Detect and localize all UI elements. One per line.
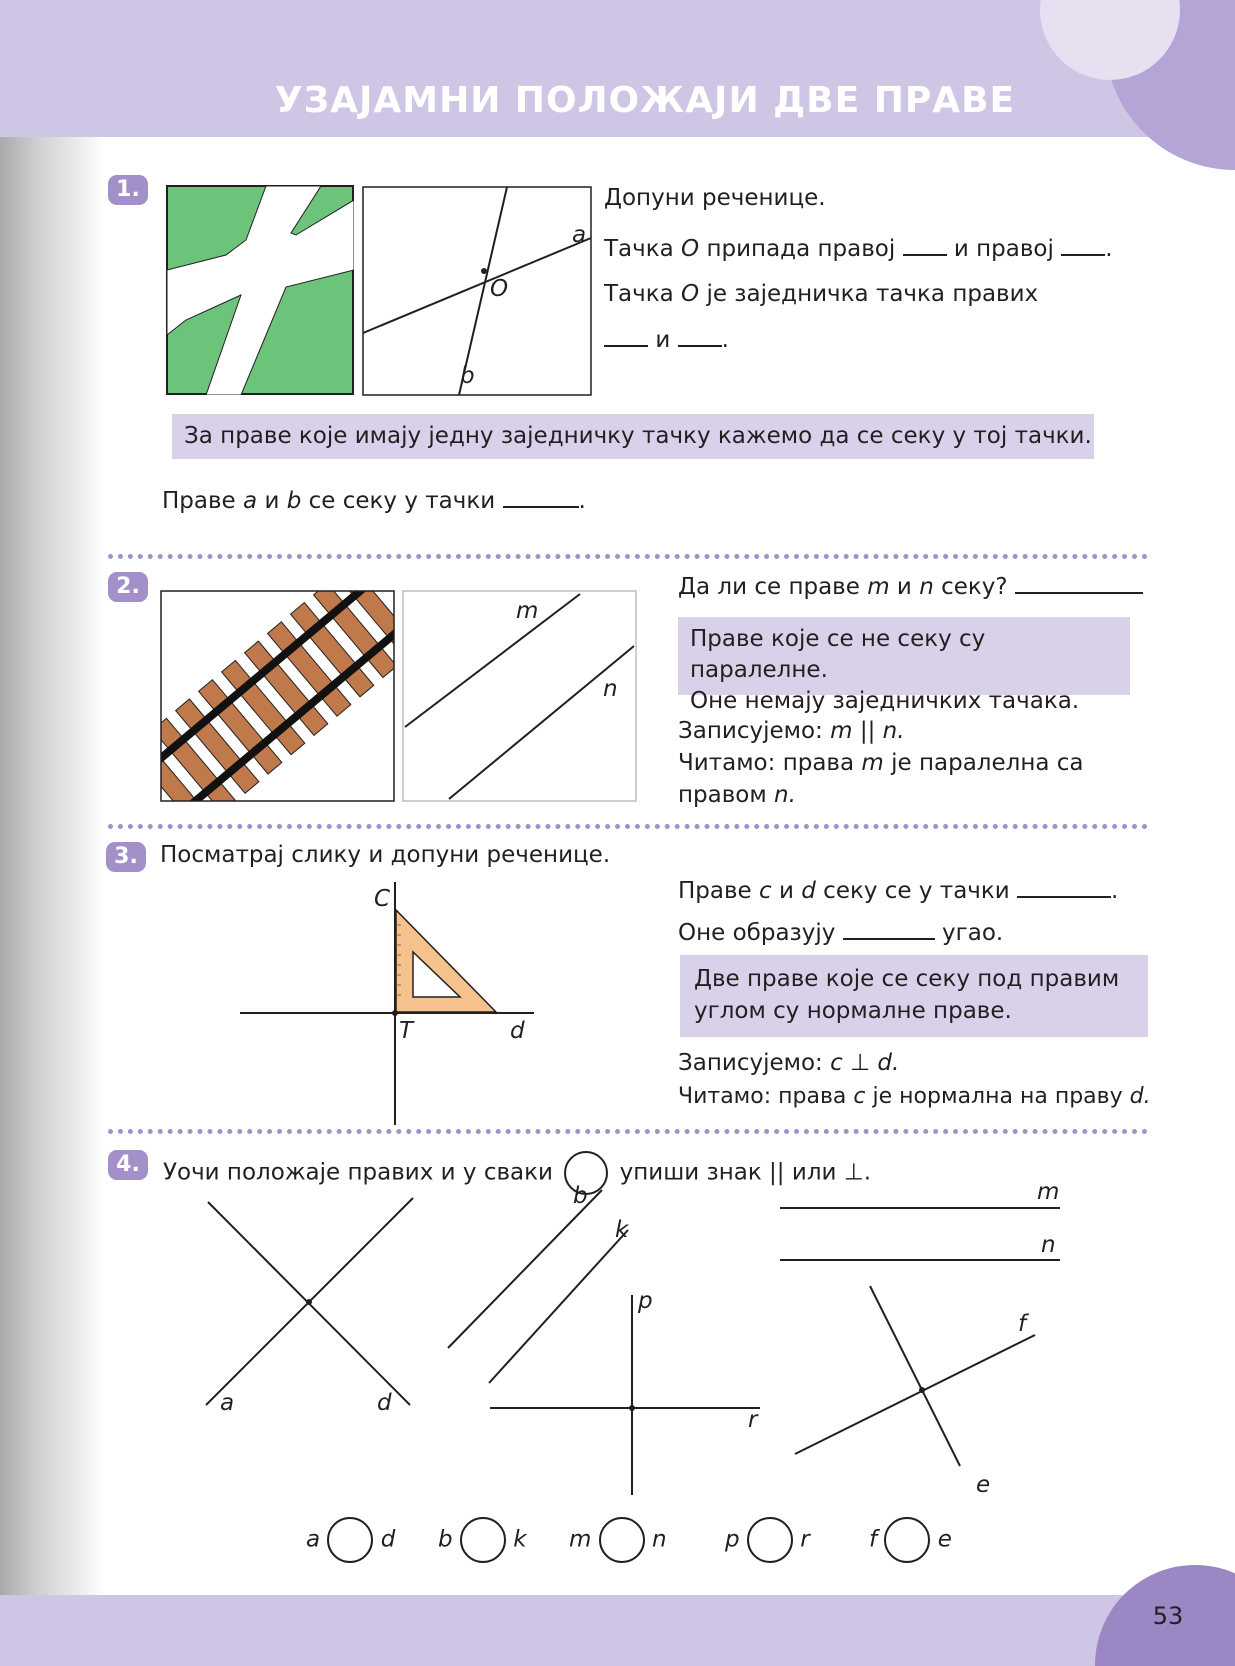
box-line: Две праве које се секу под правим: [694, 966, 1120, 992]
line-label-a: a: [220, 1390, 235, 1416]
box-line: Оне немају заједничких тачака.: [690, 688, 1080, 714]
line-label-p: p: [638, 1288, 653, 1314]
line-label-r: r: [748, 1407, 758, 1433]
answer-pair-a-d: a d: [306, 1517, 395, 1563]
footer-band: [0, 1595, 1235, 1666]
task-2-number: 2.: [108, 572, 148, 602]
section-divider: [108, 1129, 1148, 1134]
task-1-instruction: Допуни реченице.: [604, 185, 826, 211]
answer-pair-f-e: f e: [869, 1517, 952, 1563]
answer-blank[interactable]: [604, 344, 648, 347]
intersecting-lines-diagram: [362, 186, 592, 396]
answer-blank[interactable]: [1015, 591, 1143, 594]
answer-circle[interactable]: [599, 1517, 645, 1563]
perpendicular-lines-diagram: [238, 880, 538, 1130]
answer-circle[interactable]: [460, 1517, 506, 1563]
task-3-notation: Записујемо: c ⊥ d.: [678, 1050, 900, 1076]
line-label-m: m: [1037, 1179, 1060, 1205]
answer-circle[interactable]: [327, 1517, 373, 1563]
task-3-reading: Читамо: права c је нормална на праву d.: [678, 1084, 1151, 1109]
answer-blank[interactable]: [678, 344, 722, 347]
task-3-number: 3.: [106, 842, 146, 872]
answer-blank[interactable]: [903, 253, 947, 256]
line-label-f: f: [1018, 1311, 1027, 1337]
page-spine-shadow: [0, 0, 105, 1666]
task-2-notation: Записујемо: m || n.: [678, 718, 905, 744]
line-label-e: e: [976, 1472, 991, 1498]
answer-blank[interactable]: [503, 505, 579, 508]
diagram-label-b: b: [460, 363, 475, 389]
answer-blank[interactable]: [1017, 895, 1111, 898]
diagram-label-a: a: [572, 222, 587, 248]
task-2-reading-cont: правом n.: [678, 782, 796, 808]
answer-blank[interactable]: [1061, 253, 1105, 256]
task-4-instruction: Уочи положаје правих и у сваки упиши знак || или ⊥.: [163, 1151, 871, 1195]
intersection-road-picture: [166, 185, 354, 395]
definition-box-intersecting: За праве које имају једну заједничку тачку кажемо да се секу у тој тачки.: [172, 414, 1094, 459]
task-3-instruction: Посматрај слику и допуни реченице.: [160, 842, 611, 868]
railway-picture: [160, 590, 395, 802]
answer-pair-b-k: b k: [438, 1517, 527, 1563]
task-3-sentence-1: Праве c и d секу се у тачки .: [678, 878, 1119, 904]
section-divider: [108, 554, 1148, 559]
answer-circle[interactable]: [884, 1517, 930, 1563]
diagram-label-C: C: [374, 886, 391, 912]
answer-pair-p-r: p r: [725, 1517, 810, 1563]
answer-pair-m-n: m n: [569, 1517, 667, 1563]
line-label-b: b: [573, 1183, 588, 1209]
section-divider: [108, 824, 1148, 829]
diagram-label-d: d: [510, 1018, 525, 1044]
task-1-sentence-2: Тачка O је заједничка тачка правих: [604, 281, 1039, 307]
diagram-label-n: n: [603, 676, 618, 702]
definition-box-parallel: [678, 617, 1130, 714]
diagram-label-m: m: [516, 598, 539, 624]
task-1-fill-line: Праве a и b се секу у тачки .: [162, 488, 586, 514]
line-label-d: d: [377, 1390, 392, 1416]
answer-circle[interactable]: [747, 1517, 793, 1563]
task-1-sentence-1: Тачка O припада правој и правој .: [604, 236, 1113, 262]
task-1-sentence-3: и .: [604, 327, 729, 353]
task-4-number: 4.: [108, 1150, 148, 1180]
page-title: УЗАЈАМНИ ПОЛОЖАЈИ ДВЕ ПРАВЕ: [274, 80, 1016, 121]
answer-blank[interactable]: [843, 937, 935, 940]
page-number: 53: [1152, 1602, 1184, 1630]
task-1-number: 1.: [108, 175, 148, 205]
box-line: углом су нормалне праве.: [694, 998, 1012, 1024]
line-label-k: k: [615, 1217, 629, 1243]
box-line: Праве које се не секу су паралелне.: [690, 626, 986, 683]
definition-box-perpendicular: [680, 955, 1148, 1037]
diagram-label-O: O: [490, 276, 509, 302]
diagram-label-T: T: [399, 1018, 414, 1044]
task-2-question: Да ли се праве m и n секу?: [678, 574, 1143, 600]
task-3-sentence-2: Оне образују угао.: [678, 920, 1004, 946]
line-label-n: n: [1041, 1232, 1056, 1258]
task-2-reading: Читамо: права m је паралелна са: [678, 750, 1084, 776]
